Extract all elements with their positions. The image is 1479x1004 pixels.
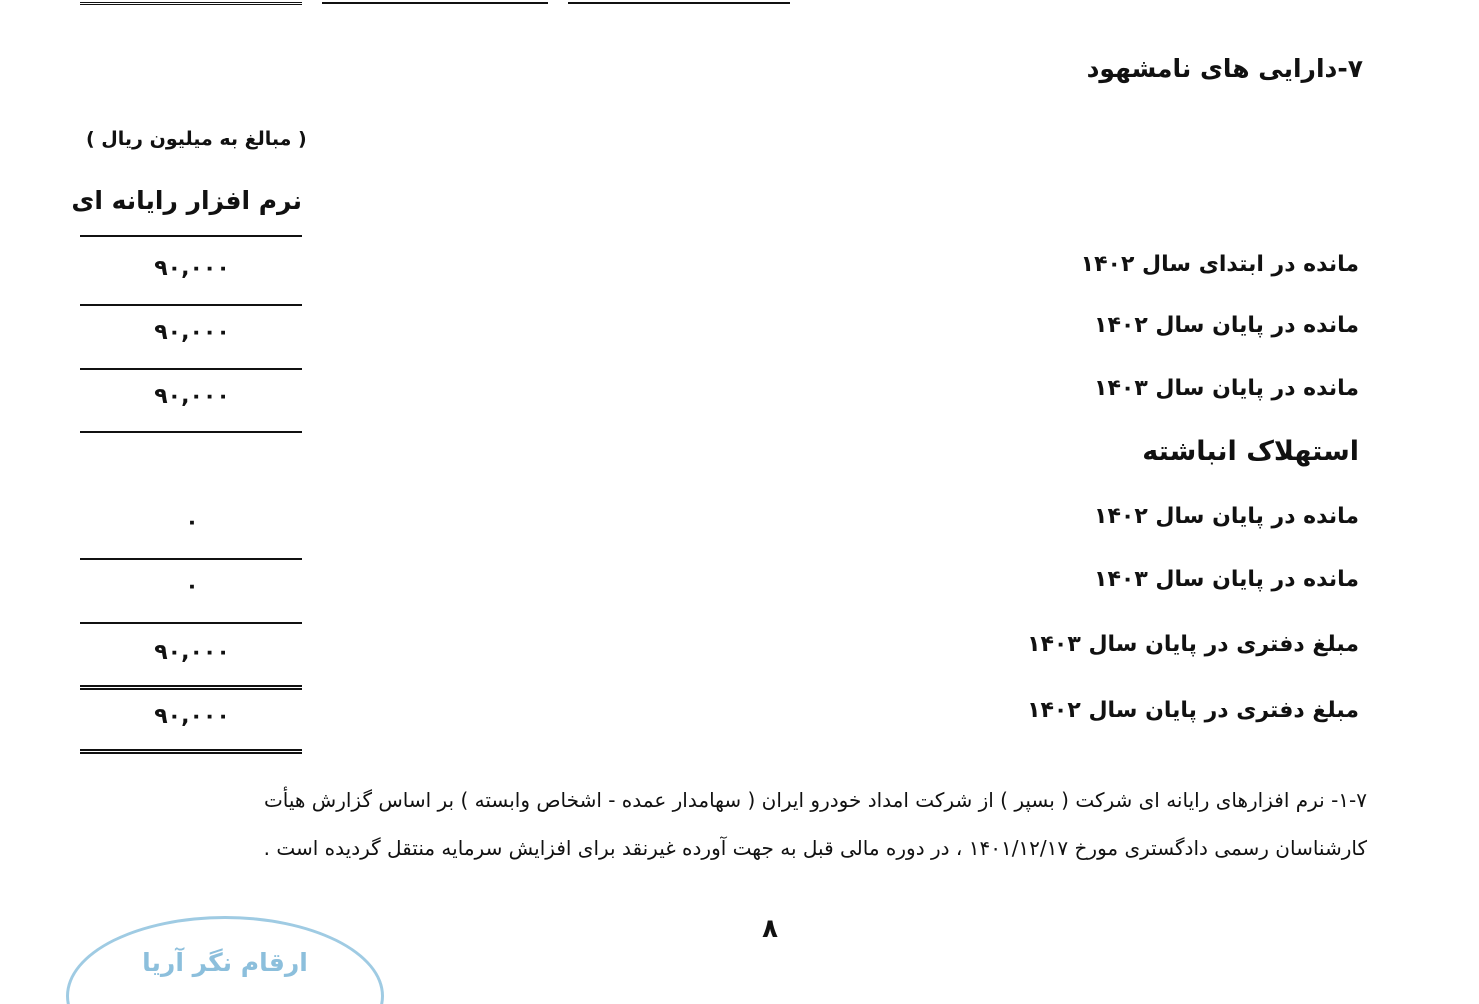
- row-value: ۹۰,۰۰۰: [154, 640, 230, 665]
- column-header: نرم افزار رایانه ای: [71, 186, 302, 215]
- previous-table-rule-1: [80, 2, 302, 5]
- note-paragraph: [107, 776, 1367, 872]
- row-value: ۰: [185, 510, 199, 535]
- row-label: مانده در ابتدای سال ۱۴۰۲: [1080, 252, 1359, 277]
- row-value: ۹۰,۰۰۰: [154, 320, 230, 345]
- note-line-2: کارشناسان رسمی دادگستری مورخ ۱۴۰۱/۱۲/۱۷ ، در دوره مالی قبل به جهت آورده غیرنقد برای افزایش سرمایه منتقل گردیده است .: [263, 836, 1367, 860]
- row-label: مبلغ دفتری در پایان سال ۱۴۰۳: [1027, 632, 1359, 657]
- previous-table-rule-2: [322, 2, 548, 4]
- unit-note: ( مبالغ به میلیون ریال ): [86, 128, 307, 150]
- row-rule: [80, 304, 302, 306]
- row-rule: [80, 368, 302, 370]
- row-label: مانده در پایان سال ۱۴۰۳: [1094, 567, 1359, 592]
- page-number: ۸: [762, 914, 778, 944]
- accumulated-depreciation-heading: استهلاک انباشته: [1142, 436, 1359, 467]
- previous-table-rule-3: [568, 2, 790, 4]
- header-rule: [80, 235, 302, 237]
- row-value: ۹۰,۰۰۰: [154, 384, 230, 409]
- row-value: ۹۰,۰۰۰: [154, 256, 230, 281]
- section-title: ۷-دارایی های نامشهود: [1086, 54, 1363, 83]
- row-rule: [80, 622, 302, 624]
- row-label: مانده در پایان سال ۱۴۰۳: [1094, 376, 1359, 401]
- row-double-rule: [80, 685, 302, 690]
- row-value: ۹۰,۰۰۰: [154, 704, 230, 729]
- row-rule: [80, 558, 302, 560]
- row-label: مبلغ دفتری در پایان سال ۱۴۰۲: [1027, 698, 1359, 723]
- row-double-rule: [80, 749, 302, 754]
- row-rule: [80, 431, 302, 433]
- stamp-text: ارقام نگر آریا: [142, 948, 308, 977]
- note-line-1: ۱-۷- نرم افزارهای رایانه ای شرکت ( بسپر ) از شرکت امداد خودرو ایران ( سهامدار عمده - اشخاص وابسته ) بر اساس گزارش هیأت: [263, 788, 1367, 812]
- row-value: ۰: [185, 574, 199, 599]
- row-label: مانده در پایان سال ۱۴۰۲: [1094, 504, 1359, 529]
- row-label: مانده در پایان سال ۱۴۰۲: [1094, 313, 1359, 338]
